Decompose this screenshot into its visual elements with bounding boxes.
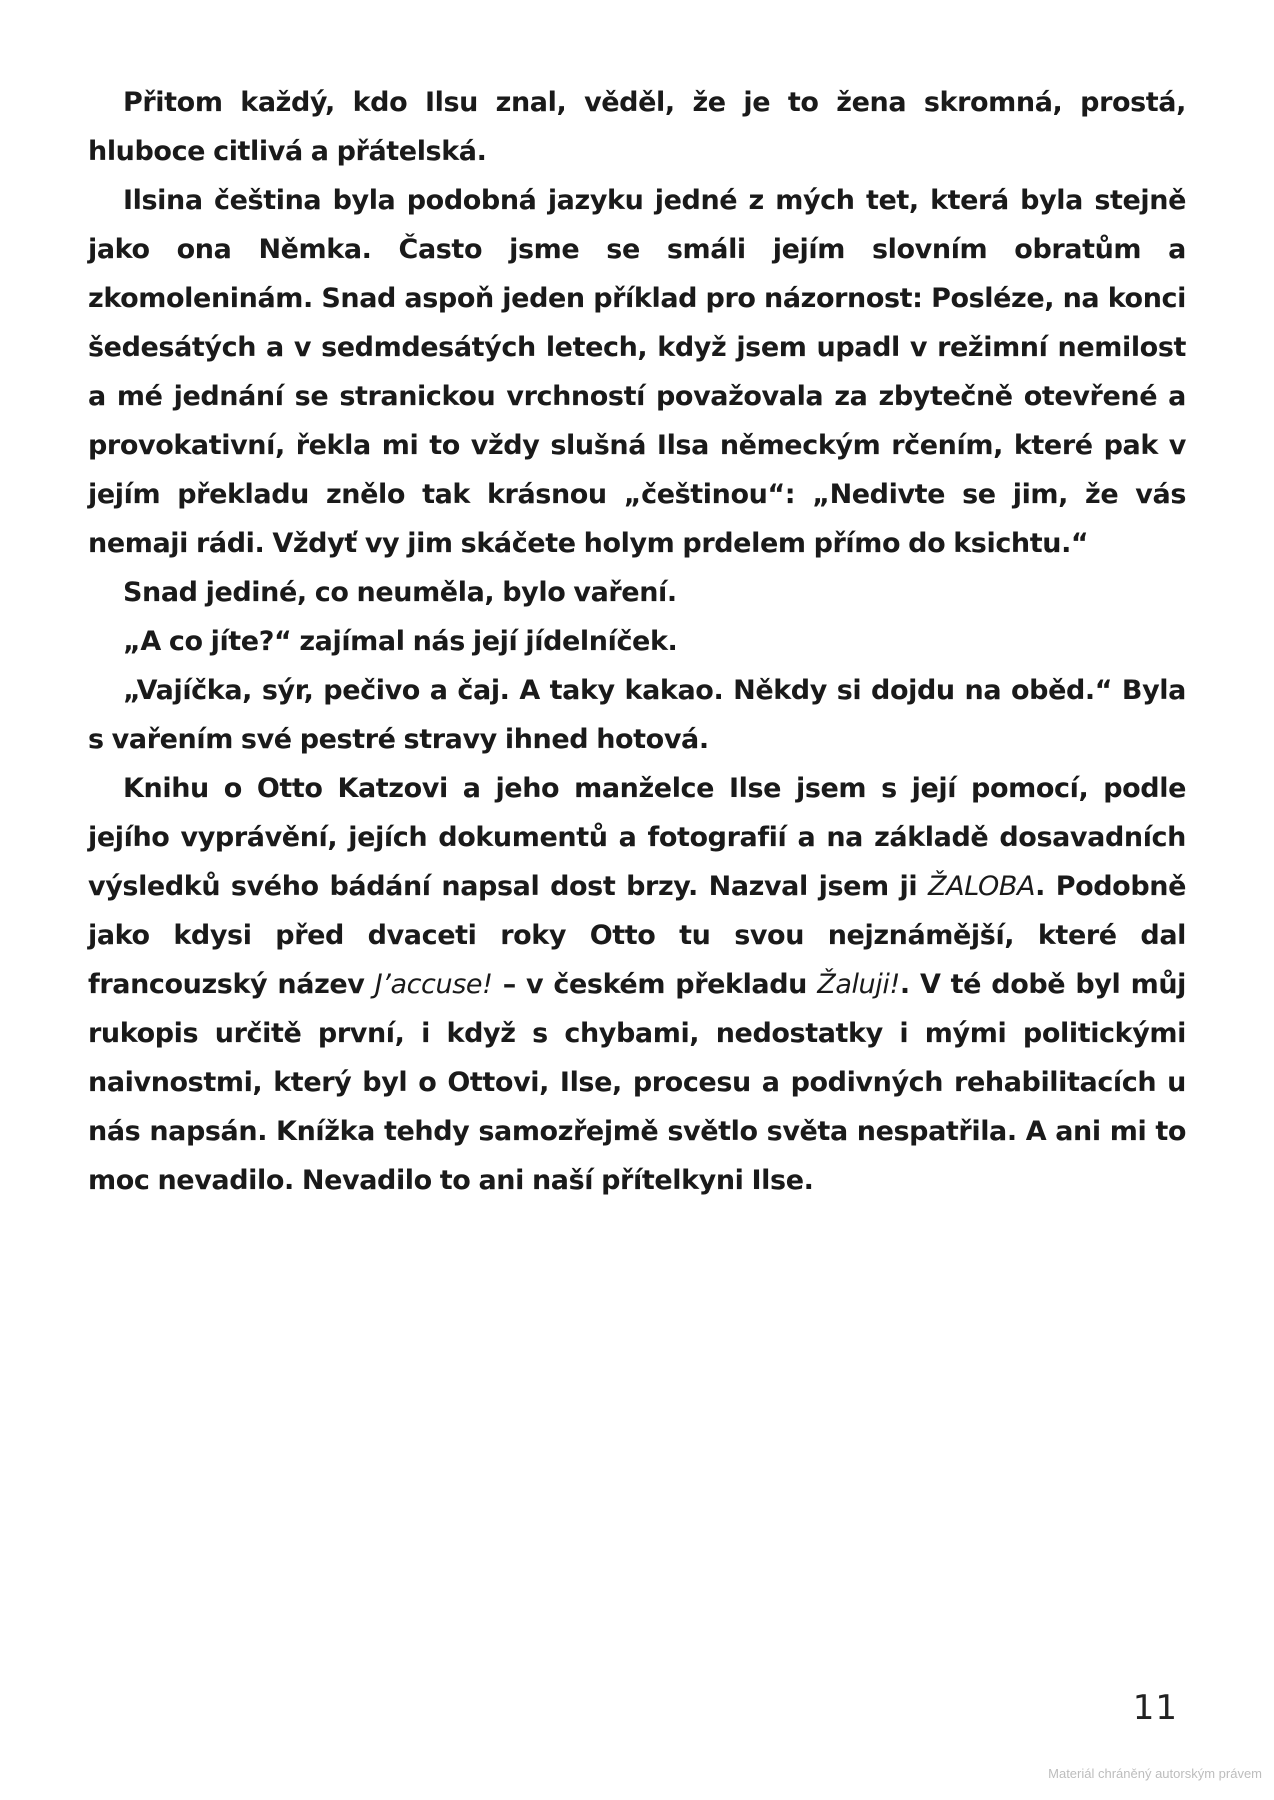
paragraph-4: „A co jíte?“ zajímal nás její jídelníček. (123, 626, 678, 657)
paragraph-3: Snad jediné, co neuměla, bylo vaření. (123, 577, 677, 608)
copyright-watermark: Materiál chráněný autorským právem (1048, 1766, 1262, 1781)
paragraph-6 (88, 764, 1186, 1205)
page-number: 11 (1132, 1688, 1178, 1728)
paragraph-6-text-3: – v českém překladu (492, 969, 818, 1000)
book-title-zaloba: ŽALOBA (928, 871, 1036, 902)
book-title-jaccuse: J’accuse! (374, 969, 493, 1000)
paragraph-5: „Vajíčka, sýr, pečivo a čaj. A taky kakao. Někdy si dojdu na oběd.“ Byla s vařením své pestré stravy ihned hotová. (88, 675, 1186, 755)
paragraph-6-text-1: Knihu o Otto Katzovi a jeho manželce Ilse jsem s její pomocí, podle jejího vyprávění, jejích dokumentů a fotografií a na základě dosavadních výsledků svého bádání napsal dost brzy. Nazval jsem ji (88, 773, 1186, 902)
paragraph-2: Ilsina čeština byla podobná jazyku jedné z mých tet, která byla stejně jako ona Němka. Často jsme se smáli jejím slovním obratům a zkomoleninám. Snad aspoň jeden příklad pro názornost: Posléze, na konci šedesátých a v sedmdesátých letech, když jsem upadl v režimní nemilost a mé jednání se stranickou vrchností považovala za zbytečně otevřené a provokativní, řekla mi to vždy slušná Ilsa německým rčením, které pak v jejím překladu znělo tak krásnou „češtinou“: „Nedivte se jim, že vás nemaji rádi. Vždyť vy jim skáčete holym prdelem přímo do ksichtu.“ (88, 185, 1186, 559)
paragraph-6-text-2: . Podobně jako kdysi před dvaceti roky Otto tu svou nejznámější, které dal francouzský název (88, 871, 1186, 1000)
paragraph-6-text-4: . V té době byl můj rukopis určitě první, i když s chybami, nedostatky i mými politickými naivnostmi, který byl o Ottovi, Ilse, procesu a podivných rehabilitacích u nás napsán. Knížka tehdy samozřejmě světlo světa nespatřila. A ani mi to moc nevadilo. Nevadilo to ani naší přítelkyni Ilse. (88, 969, 1186, 1196)
book-title-zaluji: Žaluji! (817, 969, 900, 1000)
page-body-text (88, 78, 1186, 1205)
paragraph-1: Přitom každý, kdo Ilsu znal, věděl, že je to žena skromná, prostá, hluboce citlivá a přátelská. (88, 87, 1186, 167)
